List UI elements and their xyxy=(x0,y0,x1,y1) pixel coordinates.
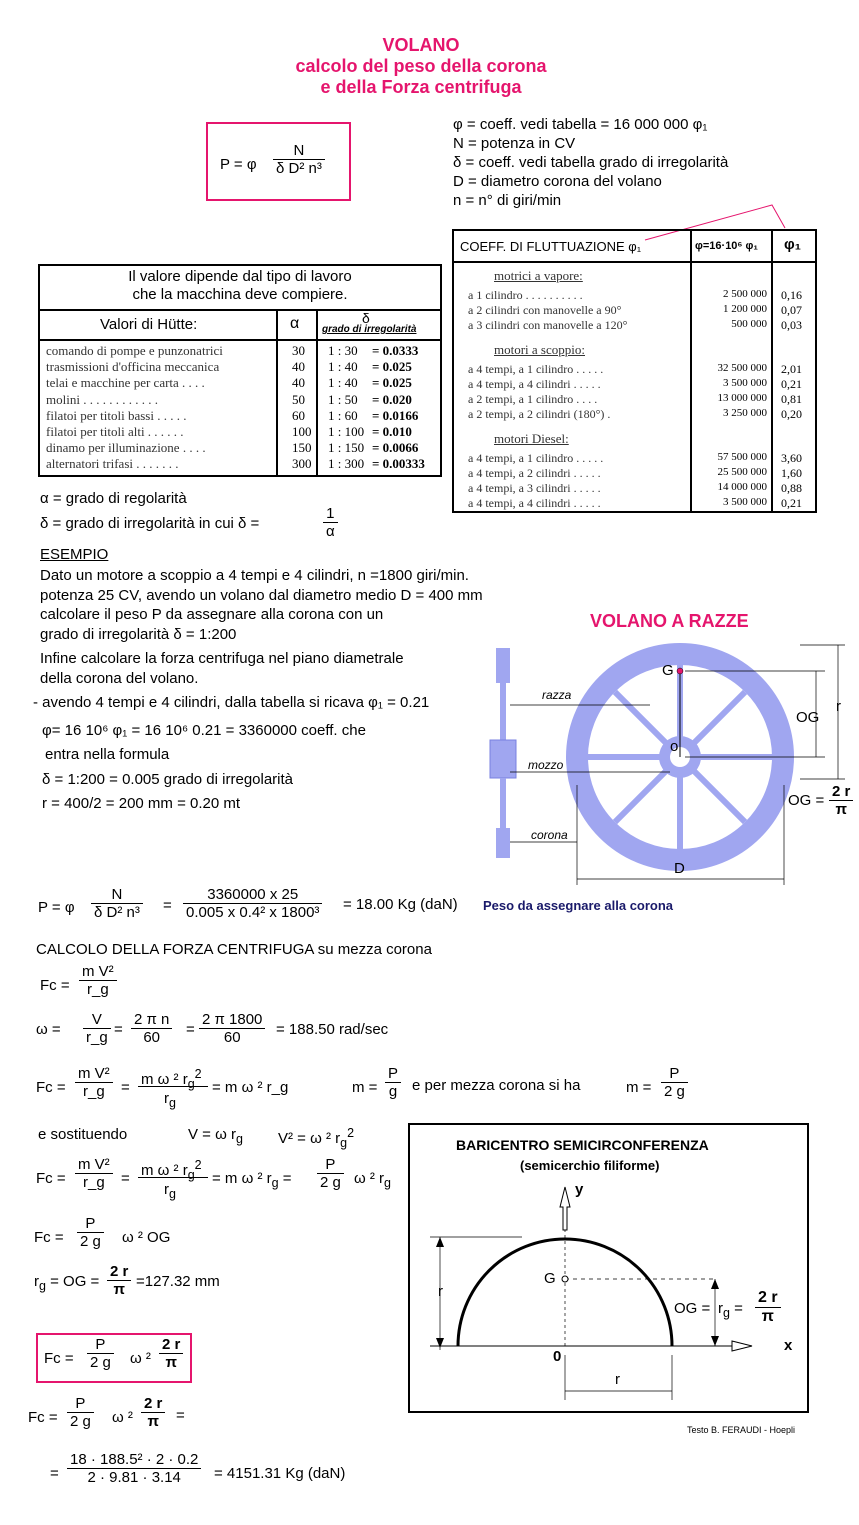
fc3-frac-p xyxy=(317,1156,344,1191)
fc-heading: CALCOLO DELLA FORZA CENTRIFUGA su mezza corona xyxy=(36,941,432,958)
hutte-row-alpha: 40 xyxy=(292,359,305,375)
fc4-lhs: Fc = xyxy=(34,1229,64,1246)
p-calc-note: Peso da assegnare alla corona xyxy=(483,898,674,913)
fluct-row xyxy=(454,377,815,392)
semicircle-title: BARICENTRO SEMICIRCONFERENZA xyxy=(456,1137,709,1153)
fluct-group-name: motrici a vapore: xyxy=(494,268,583,283)
og-formula-lhs: OG = xyxy=(788,792,825,809)
p-calc-lhs: P = φ xyxy=(38,899,75,916)
final-num-2: 2 r xyxy=(141,1395,165,1413)
rg-den: π xyxy=(113,1281,125,1298)
legend-item: φ = coeff. vedi tabella = 16 000 000 φ₁ xyxy=(453,116,708,133)
final-frac-2 xyxy=(141,1395,165,1430)
label-O: o xyxy=(670,738,679,755)
main-formula-box xyxy=(206,122,351,201)
final-den: 2 · 9.81 · 3.14 xyxy=(87,1469,181,1486)
omega-num-1: V xyxy=(83,1011,111,1029)
fluct-row xyxy=(454,481,815,496)
fluct-row-phi1: 1,60 xyxy=(781,466,802,480)
hutte-header-3b: grado di irregolarità xyxy=(322,324,417,335)
def-delta-num: 1 xyxy=(323,505,338,523)
example-line: calcolare il peso P da assegnare alla corona con un xyxy=(40,606,384,623)
final-lhs: Fc = xyxy=(28,1409,58,1426)
box-num-2: 2 r xyxy=(159,1336,183,1354)
p-calc-num: N xyxy=(91,886,143,904)
fc1-lhs: Fc = xyxy=(40,977,70,994)
m2-lhs: m = xyxy=(626,1079,652,1096)
fluct-row-label: a 3 cilindri con manovelle a 120° xyxy=(468,318,628,332)
label-corona: corona xyxy=(531,828,568,842)
hutte-header-1: Valori di Hütte: xyxy=(100,316,198,333)
m2-num: P xyxy=(661,1065,688,1083)
phi-calc: φ= 16 10⁶ φ₁ = 16 10⁶ 0.21 = 3360000 coeff. che xyxy=(42,722,366,739)
hutte-row xyxy=(46,343,440,359)
legend-item: δ = coeff. vedi tabella grado di irregolarità xyxy=(453,154,729,171)
legend-item: n = n° di giri/min xyxy=(453,192,562,209)
hutte-row-value: = 0.00333 xyxy=(372,456,425,472)
hutte-row-alpha: 150 xyxy=(292,440,312,456)
semicircle-rg: $r_g$ = xyxy=(718,1300,743,1320)
hutte-row-ratio: 1 : 30 xyxy=(328,343,358,358)
fluct-row-label: a 4 tempi, a 4 cilindri . . . . . xyxy=(468,377,601,391)
fluct-row-phi1: 0,20 xyxy=(781,407,802,421)
legend-item: D = diametro corona del volano xyxy=(453,173,662,190)
semicircle-og-den: π xyxy=(761,1308,774,1325)
fluct-row-phi1: 0,21 xyxy=(781,496,802,510)
final-den-2: π xyxy=(147,1413,159,1430)
hutte-caption-2: che la macchina deve compiere. xyxy=(132,286,348,303)
fluct-row xyxy=(454,288,815,303)
label-razza: razza xyxy=(542,688,572,702)
semicircle-x: x xyxy=(784,1337,793,1354)
fluct-row-big: 1 200 000 xyxy=(723,303,767,315)
fc4-den: 2 g xyxy=(80,1233,101,1250)
title-line-3: e della Forza centrifuga xyxy=(320,77,522,97)
fluct-row xyxy=(454,303,815,318)
hutte-row-alpha: 30 xyxy=(292,343,305,358)
hutte-row-alpha: 60 xyxy=(292,407,305,423)
final-frac-1 xyxy=(67,1395,94,1430)
v2-eq: V² = ω ² $r_g^2$ xyxy=(278,1126,355,1150)
hutte-row-label: molini . . . . . . . . . . . . xyxy=(46,391,158,407)
semicircle-og-frac xyxy=(755,1289,781,1326)
fluct-row-big: 3 250 000 xyxy=(723,407,767,419)
label-mozzo: mozzo xyxy=(528,758,564,772)
m-lhs: m = xyxy=(352,1079,378,1096)
omega-frac-3 xyxy=(199,1011,265,1046)
hutte-row-alpha: 100 xyxy=(292,424,312,439)
p-calc-num-2: 3360000 x 25 xyxy=(183,886,322,904)
fluct-row xyxy=(454,392,815,407)
fluct-group-name: motori Diesel: xyxy=(494,431,569,446)
rg-num: 2 r xyxy=(107,1263,131,1281)
fluct-header-2: φ=16·10⁶ φ₁ xyxy=(695,240,758,252)
delta-calc: δ = 1:200 = 0.005 grado di irregolarità xyxy=(42,771,294,788)
m-den: g xyxy=(388,1083,398,1100)
legend-item: N = potenza in CV xyxy=(453,135,576,152)
p-calc-result: = 18.00 Kg (daN) xyxy=(343,896,458,913)
fluct-header-1: COEFF. DI FLUTTUAZIONE φ₁ xyxy=(460,239,642,254)
m2-frac xyxy=(661,1065,688,1100)
fluct-row-label: a 4 tempi, a 4 cilindri . . . . . xyxy=(468,496,601,510)
v-eq: V = ω $r_g$ xyxy=(188,1126,243,1146)
fc2-num: m V² xyxy=(75,1065,113,1083)
box-frac-1 xyxy=(87,1336,114,1371)
rg-result: =127.32 mm xyxy=(136,1273,220,1290)
p-calc-eq: = xyxy=(163,897,172,914)
hutte-table xyxy=(38,264,442,477)
omega-frac-1 xyxy=(83,1011,111,1046)
og-num: 2 r xyxy=(829,783,853,801)
fc2-lhs: Fc = xyxy=(36,1079,66,1096)
example-line: Dato un motore a scoppio a 4 tempi e 4 cilindri, n =1800 giri/min. xyxy=(40,567,469,584)
def-alpha: α = grado di regolarità xyxy=(40,490,187,507)
hutte-row-value: = 0.010 xyxy=(372,424,412,439)
hutte-row-ratio: 1 : 40 xyxy=(328,375,358,391)
box-frac-2 xyxy=(159,1336,183,1371)
omega-frac-2 xyxy=(131,1011,172,1046)
hutte-row-ratio: 1 : 100 xyxy=(328,424,365,439)
box-den-2: π xyxy=(165,1354,177,1371)
example-line: Infine calcolare la forza centrifuga nel piano diametrale xyxy=(40,650,404,667)
fc1-num: m V² xyxy=(79,963,117,981)
fluct-row-big: 25 500 000 xyxy=(717,466,767,478)
hutte-header-3: δ xyxy=(362,310,370,326)
hutte-row-alpha: 300 xyxy=(292,456,312,472)
hutte-row-value: = 0.0333 xyxy=(372,343,419,358)
subst-text: e sostituendo xyxy=(38,1126,128,1143)
fluct-row-label: a 2 tempi, a 1 cilindro . . . . xyxy=(468,392,598,406)
fluct-row-big: 13 000 000 xyxy=(717,392,767,404)
label-D: D xyxy=(674,860,685,877)
title-line-2: calcolo del peso della corona xyxy=(295,56,547,76)
p-calc-den: δ D² n³ xyxy=(94,904,140,921)
og-formula-frac xyxy=(829,783,853,818)
m-frac xyxy=(385,1065,401,1100)
final-result: = 4151.31 Kg (daN) xyxy=(214,1465,346,1482)
title-line-1: VOLANO xyxy=(382,35,460,55)
hutte-row-label: filatoi per titoli alti . . . . . . xyxy=(46,424,184,439)
fluct-row-phi1: 0,88 xyxy=(781,481,802,495)
credit: Testo B. FERAUDI - Hoepli xyxy=(687,1425,796,1435)
fluct-row xyxy=(454,451,815,466)
flywheel-title: VOLANO A RAZZE xyxy=(590,611,749,631)
final-num-1: P xyxy=(67,1395,94,1413)
fluct-header-3: φ₁ xyxy=(784,236,801,253)
fc3-num: m V² xyxy=(75,1156,113,1174)
hutte-row xyxy=(46,424,440,440)
semicircle-O: 0 xyxy=(553,1348,562,1365)
hutte-row-value: = 0.020 xyxy=(372,391,412,407)
hutte-row-label: alternatori trifasi . . . . . . . xyxy=(46,456,179,472)
fc4-num: P xyxy=(77,1215,104,1233)
fc3-p-den: 2 g xyxy=(320,1174,341,1191)
box-den-1: 2 g xyxy=(90,1354,111,1371)
formula-lhs: P = φ xyxy=(220,156,257,173)
fluct-row-big: 3 500 000 xyxy=(723,496,767,508)
def-delta-fraction xyxy=(323,505,338,540)
semicircle-og-num: 2 r xyxy=(755,1289,781,1308)
phi-calc-2: entra nella formula xyxy=(45,746,170,763)
hutte-row-label: filatoi per titoli bassi . . . . . xyxy=(46,407,187,423)
fluct-row xyxy=(454,496,815,511)
example-line: grado di irregolarità δ = 1:200 xyxy=(40,625,237,643)
hutte-header-2: α xyxy=(290,315,300,332)
semicircle-G: G xyxy=(544,1270,556,1287)
fluct-row-phi1: 2,01 xyxy=(781,362,802,376)
fc1-frac xyxy=(79,963,117,998)
hutte-row-value: = 0.025 xyxy=(372,375,412,391)
r-calc: r = 400/2 = 200 mm = 0.20 mt xyxy=(42,795,241,812)
fc2-frac-1 xyxy=(75,1065,113,1100)
rg-frac xyxy=(107,1263,131,1298)
hutte-row xyxy=(46,375,440,391)
fluct-row-big: 57 500 000 xyxy=(717,451,767,463)
fc2-den: r_g xyxy=(82,1083,105,1100)
fluct-row-label: a 4 tempi, a 1 cilindro . . . . . xyxy=(468,362,604,376)
formula-den: δ D² n³ xyxy=(276,160,322,177)
semicircle-y: y xyxy=(575,1181,584,1198)
example-text xyxy=(40,566,483,644)
label-G: G xyxy=(662,662,674,679)
omega-den-2: 60 xyxy=(143,1029,161,1046)
fluct-row-phi1: 0,21 xyxy=(781,377,802,391)
fluct-row xyxy=(454,318,815,333)
fluct-row-phi1: 0,07 xyxy=(781,303,802,317)
hutte-row xyxy=(46,440,440,456)
fluct-row-phi1: 0,16 xyxy=(781,288,802,302)
final-num: 18 · 188.5² · 2 · 0.2 xyxy=(67,1451,201,1469)
label-r: r xyxy=(836,698,841,715)
hutte-row xyxy=(46,392,440,408)
final-frac-3 xyxy=(67,1451,201,1486)
p-calc-den-2: 0.005 x 0.4² x 1800³ xyxy=(186,904,320,921)
fluct-row-label: a 2 tempi, a 2 cilindri (180°) . xyxy=(468,407,611,421)
hutte-row xyxy=(46,408,440,424)
fc3-lhs: Fc = xyxy=(36,1170,66,1187)
m-num: P xyxy=(385,1065,401,1083)
box-num-1: P xyxy=(87,1336,114,1354)
fc3-den: r_g xyxy=(82,1174,105,1191)
fluct-row-label: a 1 cilindro . . . . . . . . . . xyxy=(468,288,583,302)
fluct-row-big: 2 500 000 xyxy=(723,288,767,300)
example-heading: ESEMPIO xyxy=(40,546,109,563)
example-line: della corona del volano. xyxy=(40,670,199,687)
half-text: e per mezza corona si ha xyxy=(412,1077,581,1094)
fc4-tail: ω ² OG xyxy=(122,1229,171,1246)
legend xyxy=(453,115,728,210)
from-table: - avendo 4 tempi e 4 cilindri, dalla tabella si ricava φ₁ = 0.21 xyxy=(33,694,430,711)
fc3-frac-1 xyxy=(75,1156,113,1191)
hutte-row xyxy=(46,359,440,375)
final-den-1: 2 g xyxy=(70,1413,91,1430)
hutte-row-value: = 0.0066 xyxy=(372,440,419,456)
omega-result: = 188.50 rad/sec xyxy=(276,1021,389,1038)
omega-num-3: 2 π 1800 xyxy=(199,1011,265,1029)
fluct-table xyxy=(452,229,817,513)
semicircle-og: OG = xyxy=(674,1300,711,1317)
omega-den-1: r_g xyxy=(86,1029,108,1046)
hutte-row-label: trasmissioni d'officina meccanica xyxy=(46,359,220,375)
omega-den-3: 60 xyxy=(223,1029,241,1046)
box-lhs: Fc = xyxy=(44,1350,74,1367)
semicircle-box xyxy=(408,1123,809,1413)
semicircle-diagram xyxy=(410,1125,807,1411)
fluct-row-big: 32 500 000 xyxy=(717,362,767,374)
p-calc-frac xyxy=(91,886,143,921)
hutte-row-alpha: 50 xyxy=(292,391,305,407)
example-text-2 xyxy=(40,649,404,689)
omega-lhs: ω = xyxy=(36,1021,61,1038)
fluct-row-big: 14 000 000 xyxy=(717,481,767,493)
og-den: π xyxy=(835,801,847,818)
m2-den: 2 g xyxy=(664,1083,685,1100)
fluct-row-label: a 4 tempi, a 3 cilindri . . . . . xyxy=(468,481,601,495)
hutte-row xyxy=(46,456,440,472)
semicircle-r-bottom: r xyxy=(615,1371,620,1388)
fluct-row-phi1: 0,81 xyxy=(781,392,802,406)
p-calc-frac-2 xyxy=(183,886,322,921)
hutte-row-value: = 0.0166 xyxy=(372,407,419,423)
semicircle-r-left: r xyxy=(438,1283,443,1300)
hutte-row-ratio: 1 : 150 xyxy=(328,440,365,456)
omega-num-2: 2 π n xyxy=(131,1011,172,1029)
hutte-row-label: comando di pompe e punzonatrici xyxy=(46,343,223,358)
final-tail: = xyxy=(176,1407,185,1424)
fluct-row-label: a 4 tempi, a 1 cilindro . . . . . xyxy=(468,451,604,465)
hutte-row-value: = 0.025 xyxy=(372,359,412,375)
fc4-frac xyxy=(77,1215,104,1250)
label-OG: OG xyxy=(796,709,820,726)
hutte-row-label: dinamo per illuminazione . . . . xyxy=(46,440,206,456)
def-delta-den: α xyxy=(326,523,335,540)
fluct-group-name: motori a scoppio: xyxy=(494,342,585,357)
hutte-row-label: telai e macchine per carta . . . . xyxy=(46,375,205,391)
rg-eq: $r_g$ = OG = xyxy=(34,1273,100,1293)
example-line: potenza 25 CV, avendo un volano dal diametro medio D = 400 mm xyxy=(40,586,483,604)
formula-fraction xyxy=(273,142,325,177)
fc2-terms: = m ω ² r_g xyxy=(212,1079,289,1096)
fc-boxed: Fc = $\frac{P}{2 g}$ ω ² $\frac{2 r}{\pi}$ xyxy=(36,1333,192,1383)
fluct-row-label: a 4 tempi, a 2 cilindri . . . . . xyxy=(468,466,601,480)
semicircle-subtitle: (semicerchio filiforme) xyxy=(520,1158,660,1173)
fluct-row-big: 500 000 xyxy=(731,318,767,330)
hutte-row-ratio: 1 : 40 xyxy=(328,359,358,375)
hutte-row-ratio: 1 : 300 xyxy=(328,456,365,472)
formula-num: N xyxy=(273,142,325,160)
hutte-row-ratio: 1 : 60 xyxy=(328,407,358,423)
hutte-caption-1: Il valore dipende dal tipo di lavoro xyxy=(128,268,352,285)
hutte-row-ratio: 1 : 50 xyxy=(328,391,358,407)
fluct-row-label: a 2 cilindri con manovelle a 90° xyxy=(468,303,622,317)
fluct-row xyxy=(454,466,815,481)
fluct-row-phi1: 0,03 xyxy=(781,318,802,332)
fluct-row-phi1: 3,60 xyxy=(781,451,802,465)
fc3-p-num: P xyxy=(317,1156,344,1174)
fluct-row xyxy=(454,407,815,422)
def-delta: δ = grado di irregolarità in cui δ = xyxy=(40,515,260,532)
hutte-row-alpha: 40 xyxy=(292,375,305,391)
fluct-row xyxy=(454,362,815,377)
fluct-row-big: 3 500 000 xyxy=(723,377,767,389)
fc1-den: r_g xyxy=(86,981,109,998)
